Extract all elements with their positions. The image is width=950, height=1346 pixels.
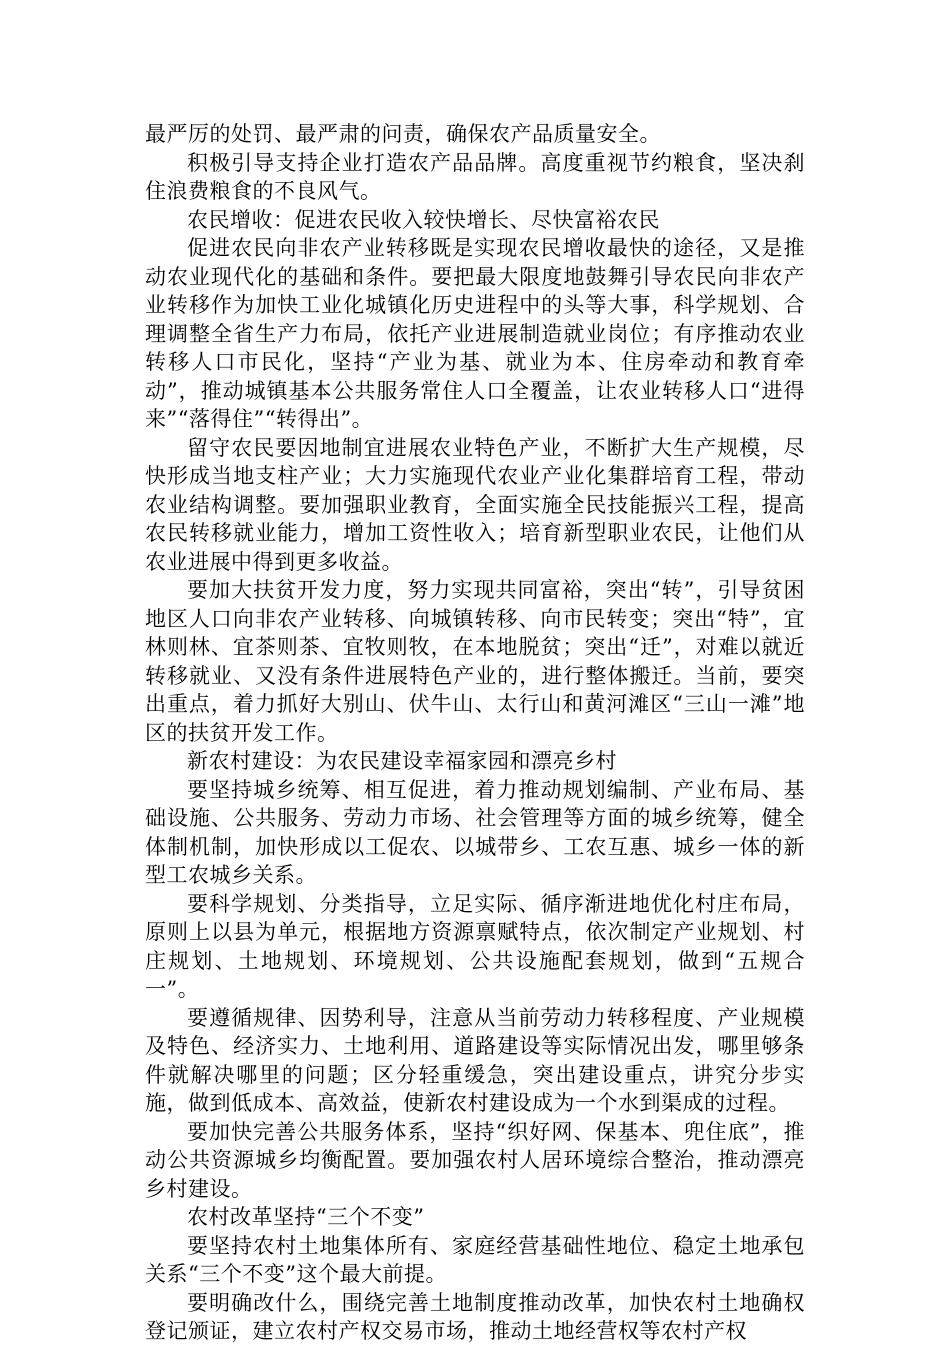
paragraph-9: 要科学规划、分类指导，立足实际、循序渐进地优化村庄布局，原则上以县为单元，根据地方资源禀赋特点，依次制定产业规划、村庄规划、土地规划、环境规划、公共设施配套规划，做到“五规合一”。 xyxy=(145,891,805,1001)
paragraph-5: 留守农民要因地制宜进展农业特色产业，不断扩大生产规模，尽快形成当地支柱产业；大力实施现代农业产业化集群培育工程，带动农业结构调整。要加强职业教育，全面实施全民技能振兴工程，提高农民转移就业能力，增加工资性收入；培育新型职业农民，让他们从农业进展中得到更多收益。 xyxy=(145,435,805,574)
paragraph-1: 最严厉的处罚、最严肃的问责，确保农产品质量安全。 xyxy=(145,122,661,146)
paragraph-6: 要加大扶贫开发力度，努力实现共同富裕，突出“转”，引导贫困地区人口向非农产业转移、向城镇转移、向市民转变；突出“特”，宜林则林、宜茶则茶、宜牧则牧，在本地脱贫；突出“迁”，对难以就近转移就业、又没有条件进展特色产业的，进行整体搬迁。当前，要突出重点，着力抓好大别山、伏牛山、太行山和黄河滩区“三山一滩”地区的扶贫开发工作。 xyxy=(145,578,805,745)
section-heading-new-countryside: 新农村建设：为农民建设幸福家园和漂亮乡村 xyxy=(187,749,617,773)
document-body xyxy=(145,120,805,1346)
paragraph-8: 要坚持城乡统筹、相互促进，着力推动规划编制、产业布局、基础设施、公共服务、劳动力市场、社会管理等方面的城乡统筹，健全体制机制，加快形成以工促农、以城带乡、工农互惠、城乡一体的新型工农城乡关系。 xyxy=(145,777,805,887)
paragraph-13: 要坚持农村土地集体所有、家庭经营基础性地位、稳定土地承包关系“三个不变”这个最大前提。 xyxy=(145,1233,805,1286)
section-heading-farmer-income: 农民增收：促进农民收入较快增长、尽快富裕农民 xyxy=(187,207,660,232)
paragraph-4: 促进农民向非农产业转移既是实现农民增收最快的途径，又是推动农业现代化的基础和条件。要把最大限度地鼓舞引导农民向非农产业转移作为加快工业化城镇化历史进程中的头等大事，科学规划、合理调整全省生产力布局，依托产业进展制造就业岗位；有序推动农业转移人口市民化，坚持“产业为基、就业为本、住房牵动和教育牵动”，推动城镇基本公共服务常住人口全覆盖，让农业转移人口“进得来”“落得住”“转得出”。 xyxy=(145,236,805,431)
paragraph-2: 积极引导支持企业打造农产品品牌。高度重视节约粮食，坚决刹住浪费粮食的不良风气。 xyxy=(145,150,805,203)
paragraph-11: 要加快完善公共服务体系，坚持“织好网、保基本、兜住底”，推动公共资源城乡均衡配置。要加强农村人居环境综合整治，推动漂亮乡村建设。 xyxy=(145,1119,805,1201)
paragraph-10: 要遵循规律、因势利导，注意从当前劳动力转移程度、产业规模及特色、经济实力、土地利用、道路建设等实际情况出发，哪里够条件就解决哪里的问题；区分轻重缓急，突出建设重点，讲究分步实施，做到低成本、高效益，使新农村建设成为一个水到渠成的过程。 xyxy=(145,1005,805,1115)
section-heading-rural-reform: 农村改革坚持“三个不变” xyxy=(187,1205,425,1229)
paragraph-14: 要明确改什么，围绕完善土地制度推动改革，加快农村土地确权登记颁证，建立农村产权交易市场，推动土地经营权等农村产权 xyxy=(145,1290,805,1343)
